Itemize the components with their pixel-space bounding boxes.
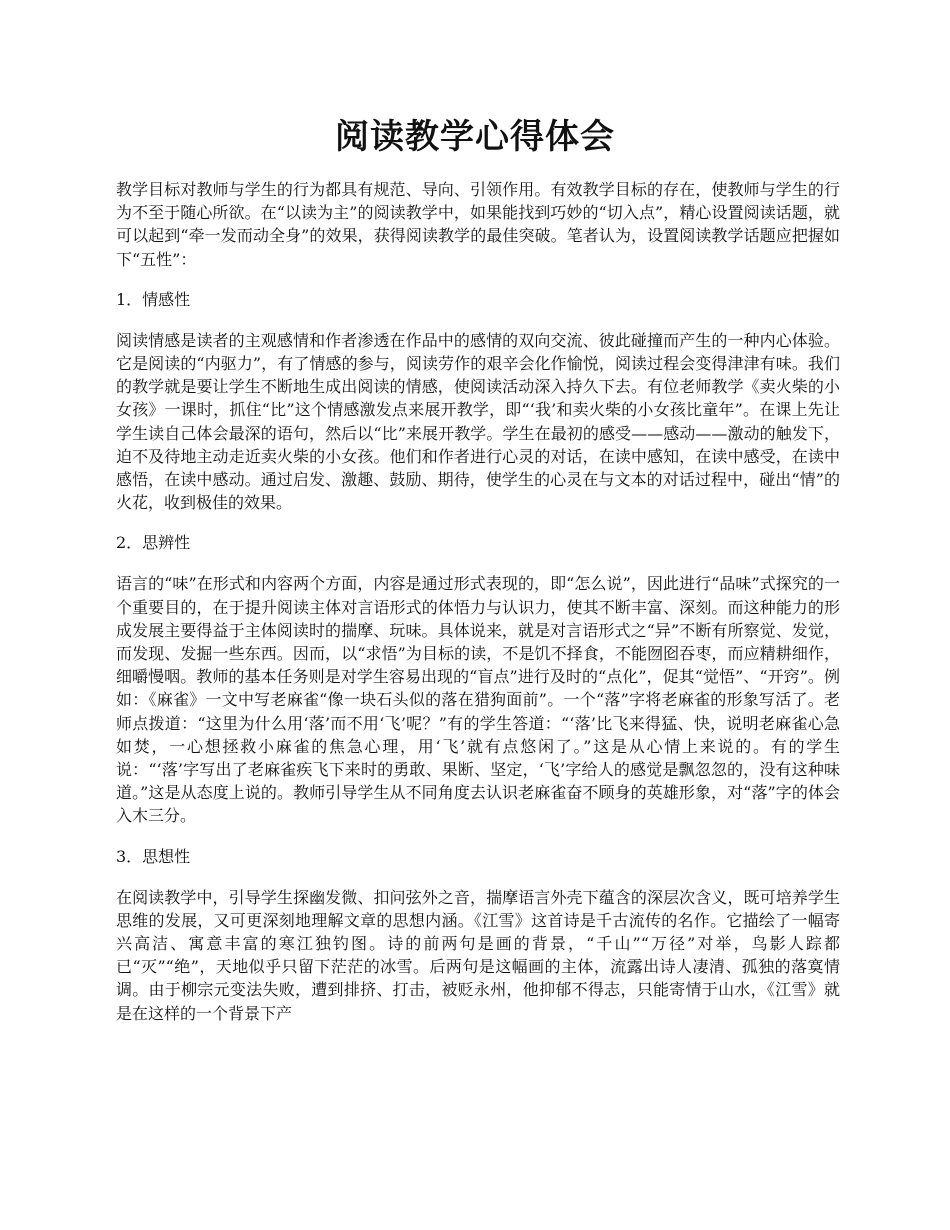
section-heading-emotion: 1．情感性 <box>116 289 191 309</box>
section-heading-critical-thinking: 2．思辨性 <box>116 533 191 553</box>
section-body-emotion: 阅读情感是读者的主观感情和作者渗透在作品中的感情的双向交流、彼此碰撞而产生的一种内心体验。它是阅读的“内驱力”，有了情感的参与，阅读劳作的艰辛会化作愉悦，阅读过程会变得津津有味。我们的教学就是要让学生不断地生成出阅读的情感，使阅读活动深入持久下去。有位老师教学《卖火柴的小女孩》一课时，抓住“比”这个情感激发点来展开教学，即“‘我’和卖火柴的小女孩比童年”。在课上先让学生读自己体会最深的语句，然后以“比”来展开教学。学生在最初的感受——感动——激动的触发下，迫不及待地主动走近卖火柴的小女孩。他们和作者进行心灵的对话，在读中感知，在读中感受，在读中感悟，在读中感动。通过启发、激趣、鼓励、期待，使学生的心灵在与文本的对话过程中，碰出“情”的火花，收到极佳的效果。 <box>116 330 840 513</box>
page-title: 阅读教学心得体会 <box>335 117 615 157</box>
document-body <box>116 178 840 1043</box>
section-heading-ideological: 3．思想性 <box>116 846 191 866</box>
intro-paragraph: 教学目标对教师与学生的行为都具有规范、导向、引领作用。有效教学目标的存在，使教师与学生的行为不至于随心所欲。在“以读为主”的阅读教学中，如果能找到巧妙的“切入点”，精心设置阅读话题，就可以起到“牵一发而动全身”的效果，获得阅读教学的最佳突破。笔者认为，设置阅读教学话题应把握如下“五性”： <box>116 180 840 269</box>
section-body-ideological: 在阅读教学中，引导学生探幽发微、扣问弦外之音，揣摩语言外壳下蕴含的深层次含义，既可培养学生思维的发展，又可更深刻地理解文章的思想内涵。《江雪》这首诗是千古流传的名作。它描绘了一幅寄兴高洁、寓意丰富的寒江独钓图。诗的前两句是画的背景，“千山”“万径”对举，鸟影人踪都已“灭”“绝”，天地似乎只留下茫茫的冰雪。后两句是这幅画的主体，流露出诗人凄清、孤独的落寞情调。由于柳宗元变法失败，遭到排挤、打击，被贬永州，他抑郁不得志，只能寄情于山水，《江雪》就是在这样的一个背景下产 <box>116 887 840 1023</box>
section-body-critical-thinking: 语言的“味”在形式和内容两个方面，内容是通过形式表现的，即“怎么说”，因此进行“品味”式探究的一个重要目的，在于提升阅读主体对言语形式的体悟力与认识力，使其不断丰富、深刻。而这种能力的形成发展主要得益于主体阅读时的揣摩、玩味。具体说来，就是对言语形式之“异”不断有所察觉、发觉，而发现、发掘一些东西。因而，以“求悟”为目标的读，不是饥不择食，不能囫囵吞枣，而应精耕细作，细嚼慢咽。教师的基本任务则是对学生容易出现的“盲点”进行及时的“点化”，促其“觉悟”、“开窍”。例如：《麻雀》一文中写老麻雀“像一块石头似的落在猎狗面前”。一个“落”字将老麻雀的形象写活了。老师点拨道：“这里为什么用‘落’而不用‘飞’呢？”有的学生答道：“‘落’比飞来得猛、快，说明老麻雀心急如焚，一心想拯救小麻雀的焦急心理，用‘飞’就有点悠闲了。”这是从心情上来说的。有的学生说：“‘落’字写出了老麻雀疾飞下来时的勇敢、果断、坚定，‘飞’字给人的感觉是飘忽忽的，没有这种味道。”这是从态度上说的。教师引导学生从不同角度去认识老麻雀奋不顾身的英雄形象，对“落”字的体会入木三分。 <box>116 574 840 826</box>
